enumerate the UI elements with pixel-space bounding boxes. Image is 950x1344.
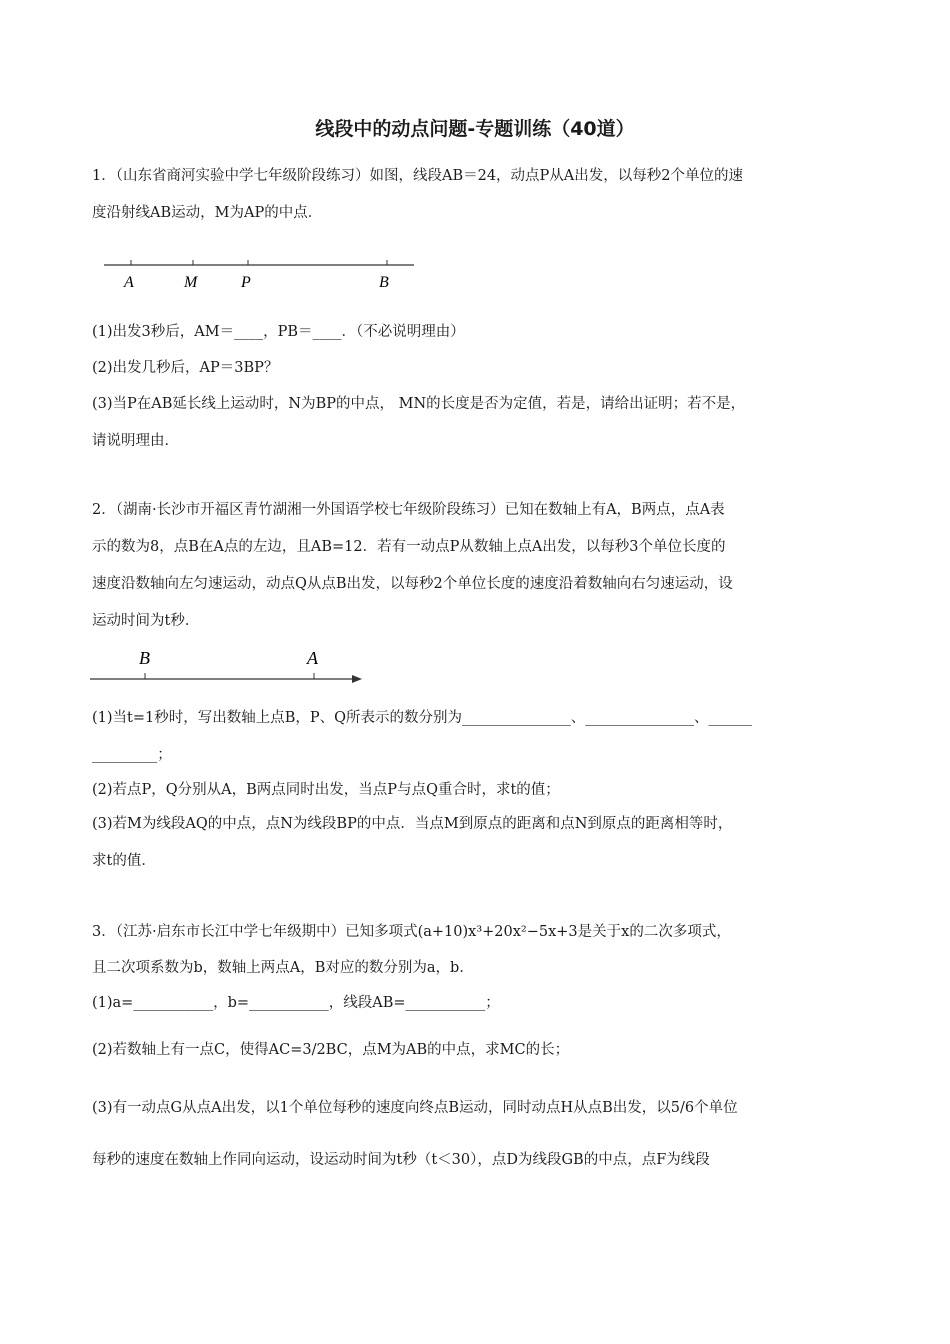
problem-3-question-3: (3)有一动点G从点A出发，以1个单位每秒的速度向终点B运动，同时动点H从点B出发，以5/6个单位 — [92, 1100, 738, 1116]
problem-1-line-1: 1．（山东省商河实验中学七年级阶段练习）如图，线段AB＝24，动点P从A出发，以每秒2个单位的速 — [92, 168, 744, 184]
problem-3-question-2: (2)若数轴上有一点C，使得AC=3/2BC，点M为AB的中点，求MC的长； — [92, 1042, 570, 1058]
problem-2-question-3: (3)若M为线段AQ的中点，点N为线段BP的中点．当点M到原点的距离和点N到原点的距离相等时， — [92, 816, 733, 832]
problem-2-question-1: (1)当t=1秒时，写出数轴上点B，P、Q所表示的数分别为_______________、_______________、______ — [92, 710, 753, 726]
problem-2-question-2: (2)若点P，Q分别从A，B两点同时出发，当点P与点Q重合时，求t的值； — [92, 782, 560, 798]
problem-2-line-4: 运动时间为t秒． — [92, 613, 200, 629]
problem-3-question-3-cont: 每秒的速度在数轴上作同向运动，设运动时间为t秒（t＜30），点D为线段GB的中点，点F为线段 — [92, 1152, 710, 1168]
arrow-head-icon — [352, 675, 362, 683]
problem-2-line-1: 2．（湖南·长沙市开福区青竹湖湘一外国语学校七年级阶段练习）已知在数轴上有A，B两点，点A表 — [92, 502, 725, 518]
label-a: A — [307, 648, 318, 668]
problem-1-question-2: (2)出发几秒后，AP＝3BP？ — [92, 360, 279, 376]
label-p: P — [241, 274, 251, 291]
problem-3-line-1: 3．（江苏·启东市长江中学七年级期中）已知多项式(a+10)x³+20x²−5x+3是关于x的二次多项式， — [92, 924, 731, 940]
label-m: M — [184, 274, 198, 291]
problem-2-question-3-cont: 求t的值． — [92, 853, 156, 869]
problem-2-question-1-cont: _________； — [92, 747, 172, 763]
page-title: 线段中的动点问题-专题训练（40道） — [315, 118, 635, 140]
problem-2-number-line-figure — [88, 646, 368, 688]
label-b: B — [139, 648, 150, 668]
label-a: A — [124, 274, 134, 291]
problem-1-segment-figure — [100, 258, 420, 294]
problem-1-question-3: (3)当P在AB延长线上运动时，N为BP的中点， MN的长度是否为定值，若是，请给出证明；若不是， — [92, 396, 746, 412]
problem-1-question-1: (1)出发3秒后，AM＝____，PB＝____．（不必说明理由） — [92, 324, 465, 340]
problem-1-line-2: 度沿射线AB运动，M为AP的中点． — [92, 205, 323, 221]
problem-3-line-2: 且二次项系数为b，数轴上两点A，B对应的数分别为a，b． — [92, 960, 474, 976]
label-b: B — [379, 274, 389, 291]
problem-2-line-2: 示的数为8，点B在A点的左边，且AB=12．若有一动点P从数轴上点A出发，以每秒3个单位长度的 — [92, 539, 726, 555]
problem-3-question-1: (1)a=___________，b=___________，线段AB=___________； — [92, 995, 500, 1011]
problem-2-line-3: 速度沿数轴向左匀速运动，动点Q从点B出发，以每秒2个单位长度的速度沿着数轴向右匀速运动，设 — [92, 576, 733, 592]
problem-1-question-3-cont: 请说明理由． — [92, 433, 179, 449]
